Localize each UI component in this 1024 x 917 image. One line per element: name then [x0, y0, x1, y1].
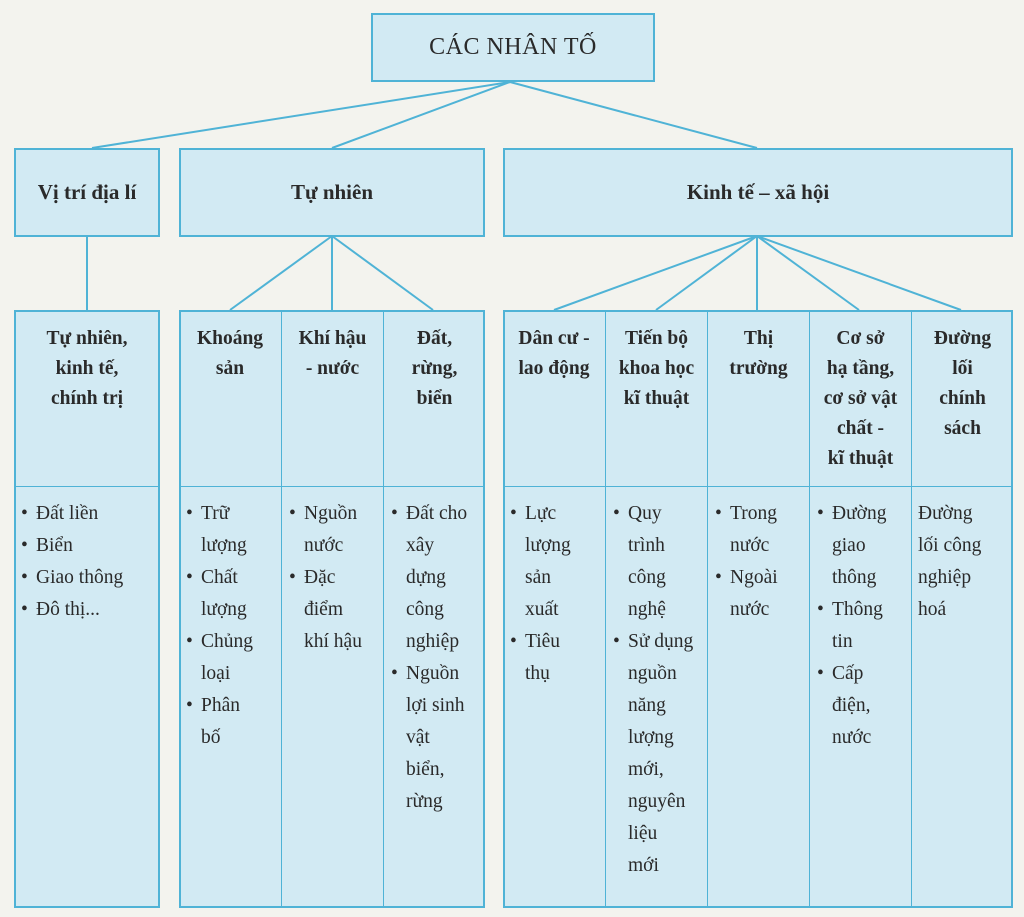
- column-thitruong: [707, 310, 809, 908]
- list-item: • Cấp điện, nước: [810, 658, 911, 754]
- column-heading: Tiến bộ khoa học kĩ thuật: [618, 328, 695, 409]
- list-item: • Thông tin: [810, 594, 911, 658]
- group-box-vitri: [14, 148, 160, 237]
- column-item-list: [282, 498, 383, 658]
- connector-kt-col2: [656, 236, 757, 310]
- list-item: • Chủng loại: [179, 626, 281, 690]
- title-text: CÁC NHÂN TỐ: [429, 34, 597, 60]
- group-label-vitri: Vị trí địa lí: [37, 180, 137, 204]
- column-item-list: [179, 498, 281, 754]
- list-item: • Biển: [14, 530, 160, 562]
- connector-kt-col1: [554, 236, 757, 310]
- list-item: • Nguồn nước: [282, 498, 383, 562]
- list-item: • Trữ lượng: [179, 498, 281, 562]
- group-box-kinhte: [503, 148, 1013, 237]
- list-item: • Trong nước: [708, 498, 809, 562]
- title-box: [371, 13, 655, 82]
- column-dancu: [503, 310, 605, 908]
- column-heading: Thị trường: [729, 328, 788, 379]
- connector-tunhien-col3: [332, 236, 433, 310]
- column-item-list: [384, 498, 485, 818]
- connector-title-vitri: [92, 82, 510, 148]
- column-cosohatang: [809, 310, 911, 908]
- list-item: • Giao thông: [14, 562, 160, 594]
- list-item: • Sử dụng nguồn năng lượng mới, nguyên liệu mới: [606, 626, 707, 882]
- group-box-tunhien: [179, 148, 485, 237]
- connector-title-tunhien: [332, 82, 510, 148]
- column-khoangsan: [179, 310, 281, 908]
- column-item-list: [810, 498, 911, 754]
- column-item-list: [606, 498, 707, 882]
- column-item-list: [503, 498, 605, 690]
- list-item: • Đặc điểm khí hậu: [282, 562, 383, 658]
- column-datrungbien: [383, 310, 485, 908]
- column-heading: Cơ sở hạ tầng, cơ sở vật chất - kĩ thuật: [823, 328, 898, 469]
- list-item: • Chất lượng: [179, 562, 281, 626]
- column-heading: Khí hậu - nước: [298, 328, 367, 379]
- column-item-list: [14, 498, 160, 626]
- list-item: • Phân bố: [179, 690, 281, 754]
- column-item-list: [708, 498, 809, 626]
- list-item: • Đường giao thông: [810, 498, 911, 594]
- connector-tunhien-col1: [230, 236, 332, 310]
- column-tienbo: [605, 310, 707, 908]
- list-item: • Ngoài nước: [708, 562, 809, 626]
- column-heading: Đường lối chính sách: [933, 328, 992, 439]
- list-item: • Quy trình công nghệ: [606, 498, 707, 626]
- column-heading: Khoáng sản: [196, 328, 264, 379]
- list-item: • Đô thị...: [14, 594, 160, 626]
- column-heading: Tự nhiên, kinh tế, chính trị: [46, 328, 128, 409]
- group-label-kinhte: Kinh tế – xã hội: [686, 180, 830, 204]
- column-khihau: [281, 310, 383, 908]
- group-label-tunhien: Tự nhiên: [290, 180, 374, 204]
- column-vitri: [14, 310, 160, 908]
- list-item: • Lực lượng sản xuất: [503, 498, 605, 626]
- list-item: • Đất liền: [14, 498, 160, 530]
- column-item-list: [912, 498, 1013, 626]
- connector-title-kinhte: [510, 82, 757, 148]
- list-item: • Nguồn lợi sinh vật biển, rừng: [384, 658, 485, 818]
- column-heading: Dân cư - lao động: [518, 328, 590, 379]
- column-duongloi: [911, 310, 1013, 908]
- connector-kt-col5: [757, 236, 961, 310]
- column-heading: Đất, rừng, biển: [411, 328, 458, 409]
- list-item: • Đất cho xây dựng công nghiệp: [384, 498, 485, 658]
- list-item: • Tiêu thụ: [503, 626, 605, 690]
- list-item: Đường lối công nghiệp hoá: [918, 503, 982, 620]
- connector-kt-col4: [757, 236, 859, 310]
